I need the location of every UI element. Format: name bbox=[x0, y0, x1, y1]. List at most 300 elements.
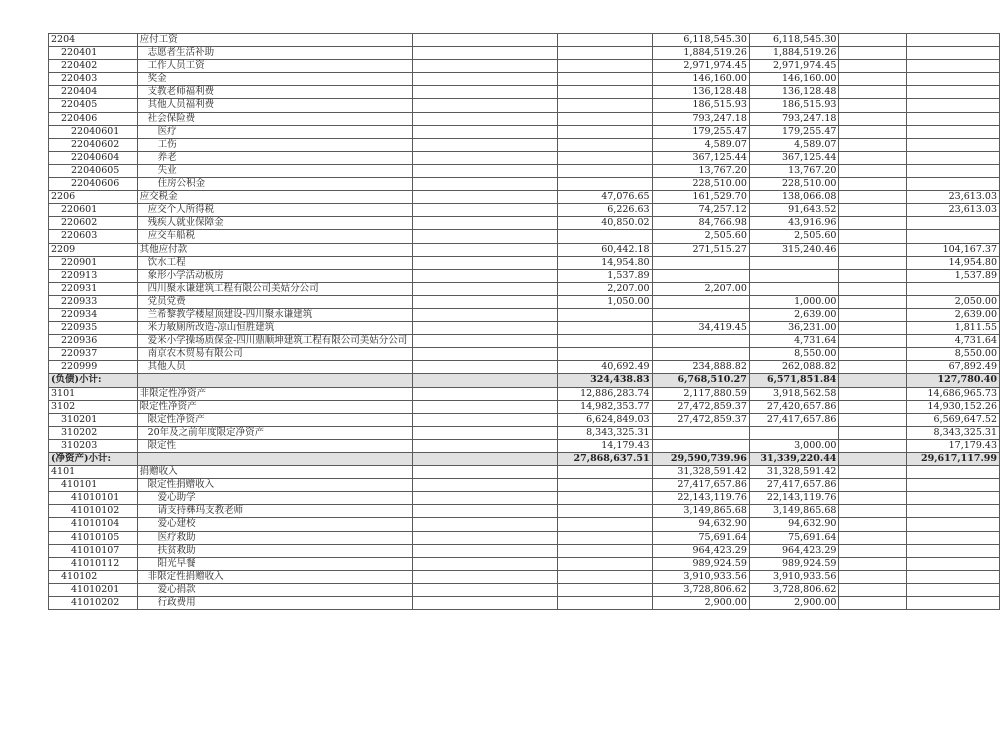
opening-balance-cell bbox=[558, 60, 652, 73]
opening-balance-cell: 6,624,849.03 bbox=[558, 413, 652, 426]
opening-balance-cell bbox=[558, 230, 652, 243]
table-row bbox=[49, 583, 1000, 596]
blank-cell bbox=[412, 361, 558, 374]
debit-amount-cell: 29,590,739.96 bbox=[652, 453, 749, 466]
account-name-cell: 住房公积金 bbox=[137, 178, 412, 191]
blank-cell bbox=[412, 282, 558, 295]
account-name-cell: 限定性捐赠收入 bbox=[137, 479, 412, 492]
account-code-cell: 41010112 bbox=[49, 557, 138, 570]
closing-balance-cell: 17,179.43 bbox=[906, 439, 999, 452]
closing-balance-cell bbox=[906, 544, 999, 557]
credit-amount-cell bbox=[749, 282, 839, 295]
opening-balance-cell: 1,050.00 bbox=[558, 295, 652, 308]
debit-amount-cell: 964,423.29 bbox=[652, 544, 749, 557]
blank-cell bbox=[412, 374, 558, 387]
debit-amount-cell: 367,125.44 bbox=[652, 151, 749, 164]
table-row bbox=[49, 295, 1000, 308]
opening-balance-cell bbox=[558, 583, 652, 596]
debit-amount-cell: 6,768,510.27 bbox=[652, 374, 749, 387]
blank-cell bbox=[839, 204, 906, 217]
account-code-cell: 220405 bbox=[49, 99, 138, 112]
table-row bbox=[49, 322, 1000, 335]
credit-amount-cell: 146,160.00 bbox=[749, 73, 839, 86]
account-code-cell: 220937 bbox=[49, 348, 138, 361]
table-row bbox=[49, 335, 1000, 348]
account-code-cell: 22040602 bbox=[49, 138, 138, 151]
account-code-cell: 3101 bbox=[49, 387, 138, 400]
closing-balance-cell: 23,613.03 bbox=[906, 191, 999, 204]
blank-cell bbox=[839, 597, 906, 610]
account-name-cell: 扶贫救助 bbox=[137, 544, 412, 557]
account-name-cell: 医疗 bbox=[137, 125, 412, 138]
account-name-cell: 应付工资 bbox=[137, 34, 412, 47]
debit-amount-cell: 2,207.00 bbox=[652, 282, 749, 295]
opening-balance-cell: 40,850.02 bbox=[558, 217, 652, 230]
blank-cell bbox=[839, 230, 906, 243]
opening-balance-cell bbox=[558, 112, 652, 125]
closing-balance-cell: 127,780.40 bbox=[906, 374, 999, 387]
account-code-cell: 220901 bbox=[49, 256, 138, 269]
opening-balance-cell bbox=[558, 125, 652, 138]
account-name-cell bbox=[137, 374, 412, 387]
debit-amount-cell bbox=[652, 308, 749, 321]
account-name-cell: 工伤 bbox=[137, 138, 412, 151]
credit-amount-cell: 2,971,974.45 bbox=[749, 60, 839, 73]
blank-cell bbox=[839, 492, 906, 505]
blank-cell bbox=[412, 230, 558, 243]
blank-cell bbox=[412, 544, 558, 557]
debit-amount-cell: 2,505.60 bbox=[652, 230, 749, 243]
blank-cell bbox=[412, 34, 558, 47]
blank-cell bbox=[412, 73, 558, 86]
blank-cell bbox=[839, 60, 906, 73]
closing-balance-cell bbox=[906, 492, 999, 505]
table-row bbox=[49, 426, 1000, 439]
opening-balance-cell bbox=[558, 164, 652, 177]
blank-cell bbox=[839, 479, 906, 492]
account-name-cell: 非限定性净资产 bbox=[137, 387, 412, 400]
table-row bbox=[49, 112, 1000, 125]
blank-cell bbox=[839, 86, 906, 99]
blank-cell bbox=[412, 597, 558, 610]
table-row bbox=[49, 34, 1000, 47]
blank-cell bbox=[412, 439, 558, 452]
account-code-cell: 220935 bbox=[49, 322, 138, 335]
blank-cell bbox=[839, 413, 906, 426]
blank-cell bbox=[412, 400, 558, 413]
account-name-cell: 奖金 bbox=[137, 73, 412, 86]
blank-cell bbox=[412, 531, 558, 544]
account-name-cell: 限定性 bbox=[137, 439, 412, 452]
blank-cell bbox=[839, 426, 906, 439]
debit-amount-cell: 161,529.70 bbox=[652, 191, 749, 204]
subtotal-row bbox=[49, 453, 1000, 466]
closing-balance-cell: 8,550.00 bbox=[906, 348, 999, 361]
account-name-cell: 捐赠收入 bbox=[137, 466, 412, 479]
closing-balance-cell bbox=[906, 466, 999, 479]
debit-amount-cell: 22,143,119.76 bbox=[652, 492, 749, 505]
debit-amount-cell bbox=[652, 439, 749, 452]
credit-amount-cell: 1,000.00 bbox=[749, 295, 839, 308]
account-code-cell: 41010107 bbox=[49, 544, 138, 557]
blank-cell bbox=[839, 138, 906, 151]
closing-balance-cell: 2,639.00 bbox=[906, 308, 999, 321]
account-name-cell: 限定性净资产 bbox=[137, 400, 412, 413]
credit-amount-cell: 31,339,220.44 bbox=[749, 453, 839, 466]
opening-balance-cell: 40,692.49 bbox=[558, 361, 652, 374]
closing-balance-cell bbox=[906, 479, 999, 492]
debit-amount-cell: 3,910,933.56 bbox=[652, 570, 749, 583]
account-code-cell: 220404 bbox=[49, 86, 138, 99]
account-code-cell: 220403 bbox=[49, 73, 138, 86]
blank-cell bbox=[412, 178, 558, 191]
account-code-cell: 3102 bbox=[49, 400, 138, 413]
opening-balance-cell: 14,179.43 bbox=[558, 439, 652, 452]
blank-cell bbox=[412, 479, 558, 492]
opening-balance-cell bbox=[558, 531, 652, 544]
subtotal-row bbox=[49, 374, 1000, 387]
account-name-cell: 应交个人所得税 bbox=[137, 204, 412, 217]
table-row bbox=[49, 86, 1000, 99]
blank-cell bbox=[839, 151, 906, 164]
table-row bbox=[49, 204, 1000, 217]
table-row bbox=[49, 256, 1000, 269]
debit-amount-cell: 75,691.64 bbox=[652, 531, 749, 544]
account-code-cell: 220934 bbox=[49, 308, 138, 321]
credit-amount-cell: 91,643.52 bbox=[749, 204, 839, 217]
credit-amount-cell: 228,510.00 bbox=[749, 178, 839, 191]
account-code-cell: 41010101 bbox=[49, 492, 138, 505]
credit-amount-cell: 6,571,851.84 bbox=[749, 374, 839, 387]
opening-balance-cell bbox=[558, 518, 652, 531]
closing-balance-cell bbox=[906, 217, 999, 230]
closing-balance-cell: 14,954.80 bbox=[906, 256, 999, 269]
credit-amount-cell bbox=[749, 426, 839, 439]
closing-balance-cell bbox=[906, 282, 999, 295]
credit-amount-cell: 94,632.90 bbox=[749, 518, 839, 531]
account-name-cell: 其他人员福利费 bbox=[137, 99, 412, 112]
table-row bbox=[49, 505, 1000, 518]
closing-balance-cell bbox=[906, 531, 999, 544]
blank-cell bbox=[839, 400, 906, 413]
opening-balance-cell: 2,207.00 bbox=[558, 282, 652, 295]
opening-balance-cell bbox=[558, 348, 652, 361]
blank-cell bbox=[839, 191, 906, 204]
credit-amount-cell: 3,149,865.68 bbox=[749, 505, 839, 518]
table-row bbox=[49, 570, 1000, 583]
blank-cell bbox=[839, 34, 906, 47]
debit-amount-cell bbox=[652, 426, 749, 439]
blank-cell bbox=[839, 269, 906, 282]
account-code-cell: 220933 bbox=[49, 295, 138, 308]
account-code-cell: 22040606 bbox=[49, 178, 138, 191]
account-name-cell bbox=[137, 453, 412, 466]
blank-cell bbox=[412, 243, 558, 256]
credit-amount-cell: 27,417,657.86 bbox=[749, 413, 839, 426]
opening-balance-cell bbox=[558, 505, 652, 518]
closing-balance-cell bbox=[906, 178, 999, 191]
account-name-cell: 兰希黎教学楼屋顶建设-四川聚永谦建筑 bbox=[137, 308, 412, 321]
blank-cell bbox=[839, 164, 906, 177]
account-name-cell: 非限定性捐赠收入 bbox=[137, 570, 412, 583]
table-row bbox=[49, 400, 1000, 413]
account-name-cell: 米力敏厕所改造-凉山恒胜建筑 bbox=[137, 322, 412, 335]
blank-cell bbox=[839, 583, 906, 596]
table-row bbox=[49, 479, 1000, 492]
blank-cell bbox=[839, 73, 906, 86]
ledger-table bbox=[48, 33, 1000, 610]
opening-balance-cell bbox=[558, 308, 652, 321]
account-code-cell: 220931 bbox=[49, 282, 138, 295]
opening-balance-cell bbox=[558, 557, 652, 570]
blank-cell bbox=[839, 112, 906, 125]
account-name-cell: 爱心捐款 bbox=[137, 583, 412, 596]
closing-balance-cell bbox=[906, 597, 999, 610]
debit-amount-cell bbox=[652, 335, 749, 348]
credit-amount-cell: 3,000.00 bbox=[749, 439, 839, 452]
account-name-cell: 阳光早餐 bbox=[137, 557, 412, 570]
debit-amount-cell: 4,589.07 bbox=[652, 138, 749, 151]
blank-cell bbox=[839, 99, 906, 112]
credit-amount-cell: 179,255.47 bbox=[749, 125, 839, 138]
opening-balance-cell: 6,226.63 bbox=[558, 204, 652, 217]
debit-amount-cell: 2,971,974.45 bbox=[652, 60, 749, 73]
account-name-cell: 爱心建校 bbox=[137, 518, 412, 531]
debit-amount-cell: 31,328,591.42 bbox=[652, 466, 749, 479]
account-code-cell: 220402 bbox=[49, 60, 138, 73]
closing-balance-cell bbox=[906, 138, 999, 151]
closing-balance-cell bbox=[906, 583, 999, 596]
closing-balance-cell: 23,613.03 bbox=[906, 204, 999, 217]
debit-amount-cell: 27,417,657.86 bbox=[652, 479, 749, 492]
debit-amount-cell bbox=[652, 256, 749, 269]
account-name-cell: 其他应付款 bbox=[137, 243, 412, 256]
debit-amount-cell: 989,924.59 bbox=[652, 557, 749, 570]
closing-balance-cell: 6,569,647.52 bbox=[906, 413, 999, 426]
opening-balance-cell bbox=[558, 492, 652, 505]
table-row bbox=[49, 191, 1000, 204]
account-code-cell: 220603 bbox=[49, 230, 138, 243]
debit-amount-cell bbox=[652, 269, 749, 282]
blank-cell bbox=[412, 505, 558, 518]
table-row bbox=[49, 557, 1000, 570]
table-row bbox=[49, 60, 1000, 73]
closing-balance-cell bbox=[906, 230, 999, 243]
blank-cell bbox=[412, 112, 558, 125]
table-row bbox=[49, 387, 1000, 400]
credit-amount-cell: 2,639.00 bbox=[749, 308, 839, 321]
account-code-cell: 220913 bbox=[49, 269, 138, 282]
table-row bbox=[49, 243, 1000, 256]
debit-amount-cell: 186,515.93 bbox=[652, 99, 749, 112]
blank-cell bbox=[412, 99, 558, 112]
debit-amount-cell: 136,128.48 bbox=[652, 86, 749, 99]
debit-amount-cell: 34,419.45 bbox=[652, 322, 749, 335]
opening-balance-cell: 14,982,353.77 bbox=[558, 400, 652, 413]
credit-amount-cell: 8,550.00 bbox=[749, 348, 839, 361]
opening-balance-cell bbox=[558, 178, 652, 191]
table-row bbox=[49, 466, 1000, 479]
closing-balance-cell: 1,537.89 bbox=[906, 269, 999, 282]
account-code-cell: 220601 bbox=[49, 204, 138, 217]
account-code-cell: 220936 bbox=[49, 335, 138, 348]
closing-balance-cell: 14,686,965.73 bbox=[906, 387, 999, 400]
credit-amount-cell: 2,505.60 bbox=[749, 230, 839, 243]
account-name-cell: 失业 bbox=[137, 164, 412, 177]
blank-cell bbox=[839, 361, 906, 374]
debit-amount-cell: 793,247.18 bbox=[652, 112, 749, 125]
account-code-cell: 2204 bbox=[49, 34, 138, 47]
table-row bbox=[49, 492, 1000, 505]
credit-amount-cell bbox=[749, 256, 839, 269]
credit-amount-cell: 186,515.93 bbox=[749, 99, 839, 112]
blank-cell bbox=[839, 374, 906, 387]
credit-amount-cell: 3,918,562.58 bbox=[749, 387, 839, 400]
blank-cell bbox=[412, 164, 558, 177]
blank-cell bbox=[412, 138, 558, 151]
credit-amount-cell: 136,128.48 bbox=[749, 86, 839, 99]
account-name-cell: 爱米小学操场质保金-四川鼎顺坤建筑工程有限公司美姑分公司 bbox=[137, 335, 412, 348]
debit-amount-cell: 228,510.00 bbox=[652, 178, 749, 191]
account-code-cell: 220406 bbox=[49, 112, 138, 125]
debit-amount-cell: 27,472,859.37 bbox=[652, 400, 749, 413]
closing-balance-cell bbox=[906, 505, 999, 518]
blank-cell bbox=[412, 348, 558, 361]
table-row bbox=[49, 151, 1000, 164]
account-name-cell: 工作人员工资 bbox=[137, 60, 412, 73]
opening-balance-cell bbox=[558, 151, 652, 164]
credit-amount-cell: 75,691.64 bbox=[749, 531, 839, 544]
opening-balance-cell: 8,343,325.31 bbox=[558, 426, 652, 439]
debit-amount-cell: 2,900.00 bbox=[652, 597, 749, 610]
blank-cell bbox=[839, 387, 906, 400]
blank-cell bbox=[839, 335, 906, 348]
blank-cell bbox=[412, 583, 558, 596]
debit-amount-cell: 271,515.27 bbox=[652, 243, 749, 256]
debit-amount-cell: 1,884,519.26 bbox=[652, 47, 749, 60]
blank-cell bbox=[839, 505, 906, 518]
debit-amount-cell bbox=[652, 348, 749, 361]
closing-balance-cell bbox=[906, 518, 999, 531]
blank-cell bbox=[839, 348, 906, 361]
account-name-cell: 20年及之前年度限定净资产 bbox=[137, 426, 412, 439]
table-row bbox=[49, 439, 1000, 452]
account-name-cell: 饮水工程 bbox=[137, 256, 412, 269]
debit-amount-cell: 146,160.00 bbox=[652, 73, 749, 86]
debit-amount-cell: 13,767.20 bbox=[652, 164, 749, 177]
closing-balance-cell bbox=[906, 73, 999, 86]
opening-balance-cell bbox=[558, 99, 652, 112]
closing-balance-cell bbox=[906, 86, 999, 99]
table-row bbox=[49, 138, 1000, 151]
opening-balance-cell: 12,886,283.74 bbox=[558, 387, 652, 400]
table-row bbox=[49, 597, 1000, 610]
blank-cell bbox=[839, 453, 906, 466]
debit-amount-cell bbox=[652, 295, 749, 308]
blank-cell bbox=[839, 308, 906, 321]
opening-balance-cell bbox=[558, 597, 652, 610]
credit-amount-cell: 4,589.07 bbox=[749, 138, 839, 151]
closing-balance-cell: 29,617,117.99 bbox=[906, 453, 999, 466]
table-row bbox=[49, 282, 1000, 295]
account-code-cell: 2209 bbox=[49, 243, 138, 256]
blank-cell bbox=[412, 86, 558, 99]
closing-balance-cell: 8,343,325.31 bbox=[906, 426, 999, 439]
blank-cell bbox=[839, 295, 906, 308]
credit-amount-cell: 262,088.82 bbox=[749, 361, 839, 374]
account-code-cell: 310201 bbox=[49, 413, 138, 426]
blank-cell bbox=[839, 322, 906, 335]
closing-balance-cell bbox=[906, 34, 999, 47]
table-row bbox=[49, 348, 1000, 361]
debit-amount-cell: 234,888.82 bbox=[652, 361, 749, 374]
closing-balance-cell: 104,167.37 bbox=[906, 243, 999, 256]
closing-balance-cell bbox=[906, 570, 999, 583]
credit-amount-cell: 964,423.29 bbox=[749, 544, 839, 557]
blank-cell bbox=[839, 570, 906, 583]
closing-balance-cell bbox=[906, 164, 999, 177]
blank-cell bbox=[412, 387, 558, 400]
account-code-cell: 22040601 bbox=[49, 125, 138, 138]
account-name-cell: 四川聚永谦建筑工程有限公司美姑分公司 bbox=[137, 282, 412, 295]
credit-amount-cell: 22,143,119.76 bbox=[749, 492, 839, 505]
closing-balance-cell bbox=[906, 112, 999, 125]
opening-balance-cell bbox=[558, 138, 652, 151]
opening-balance-cell bbox=[558, 34, 652, 47]
debit-amount-cell: 74,257.12 bbox=[652, 204, 749, 217]
blank-cell bbox=[412, 256, 558, 269]
blank-cell bbox=[412, 60, 558, 73]
account-code-cell: 41010102 bbox=[49, 505, 138, 518]
blank-cell bbox=[412, 570, 558, 583]
blank-cell bbox=[839, 217, 906, 230]
account-name-cell: 残疾人就业保障金 bbox=[137, 217, 412, 230]
account-name-cell: 限定性净资产 bbox=[137, 413, 412, 426]
account-name-cell: 支教老师福利费 bbox=[137, 86, 412, 99]
blank-cell bbox=[839, 531, 906, 544]
account-name-cell: 南京农木贸易有限公司 bbox=[137, 348, 412, 361]
blank-cell bbox=[839, 256, 906, 269]
credit-amount-cell: 36,231.00 bbox=[749, 322, 839, 335]
table-row bbox=[49, 99, 1000, 112]
account-name-cell: 养老 bbox=[137, 151, 412, 164]
opening-balance-cell bbox=[558, 570, 652, 583]
closing-balance-cell bbox=[906, 99, 999, 112]
account-name-cell: 象形小学活动板房 bbox=[137, 269, 412, 282]
closing-balance-cell bbox=[906, 60, 999, 73]
blank-cell bbox=[412, 191, 558, 204]
account-code-cell: 310202 bbox=[49, 426, 138, 439]
table-row bbox=[49, 308, 1000, 321]
blank-cell bbox=[412, 47, 558, 60]
blank-cell bbox=[839, 544, 906, 557]
closing-balance-cell bbox=[906, 557, 999, 570]
blank-cell bbox=[839, 243, 906, 256]
opening-balance-cell: 60,442.18 bbox=[558, 243, 652, 256]
debit-amount-cell: 3,728,806.62 bbox=[652, 583, 749, 596]
opening-balance-cell bbox=[558, 322, 652, 335]
blank-cell bbox=[839, 47, 906, 60]
closing-balance-cell bbox=[906, 151, 999, 164]
credit-amount-cell: 2,900.00 bbox=[749, 597, 839, 610]
opening-balance-cell bbox=[558, 47, 652, 60]
credit-amount-cell: 3,728,806.62 bbox=[749, 583, 839, 596]
account-name-cell: 应交税金 bbox=[137, 191, 412, 204]
opening-balance-cell: 47,076.65 bbox=[558, 191, 652, 204]
credit-amount-cell: 989,924.59 bbox=[749, 557, 839, 570]
table-row bbox=[49, 125, 1000, 138]
account-code-cell: 2206 bbox=[49, 191, 138, 204]
